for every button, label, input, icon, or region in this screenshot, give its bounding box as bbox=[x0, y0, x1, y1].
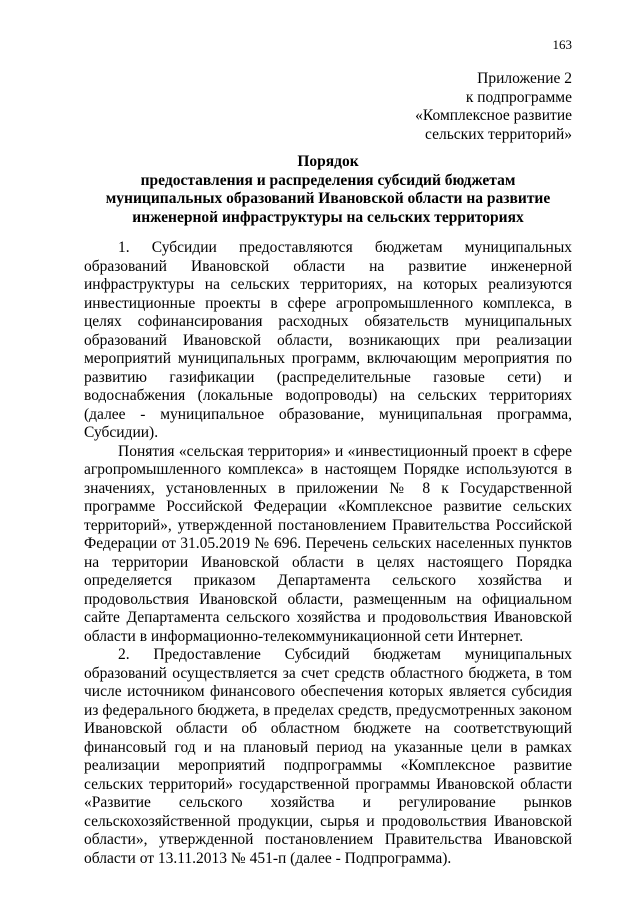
title-line: инженерной инфраструктуры на сельских территориях bbox=[132, 208, 524, 226]
document-title bbox=[84, 153, 572, 227]
appendix-line: «Комплексное развитие bbox=[415, 107, 572, 124]
paragraph-3: 2. Предоставление Субсидий бюджетам муниципальных образований осуществляется за счет средств областного бюджета, в том числе источником финансового обеспечения которых является субсидия из федерального бюджета, в пределах средств, предусмотренных законом Ивановской области об областном бюджете на соответствующий финансовый год и на плановый период на указанные цели в рамках реализации мероприятий подпрограммы «Комплексное развитие сельских территорий» государственной программы Ивановской области «Развитие сельского хозяйства и регулирование рынков сельскохозяйственной продукции, сырья и продовольствия Ивановской области», утвержденной постановлением Правительства Ивановской области от 13.11.2013 № 451-п (далее - Подпрограмма). bbox=[84, 646, 572, 867]
page-number: 163 bbox=[552, 37, 572, 52]
title-line: предоставления и распределения субсидий бюджетам bbox=[140, 171, 516, 189]
paragraph-2: Понятия «сельская территория» и «инвестиционный проект в сфере агропромышленного комплекса» в настоящем Порядке используются в значениях, установленных в приложении № 8 к Государственной программе Российской Федерации «Комплексное развитие сельских территорий», утвержденной постановлением Правительства Российской Федерации от 31.05.2019 № 696. Перечень сельских населенных пунктов на территории Ивановской области в целях настоящего Порядка определяется приказом Департамента сельского хозяйства и продовольствия Ивановской области, размещенным на официальном сайте Департамента сельского хозяйства и продовольствия Ивановской области в информационно-телекоммуникационной сети Интернет. bbox=[84, 442, 572, 645]
title-line: Порядок bbox=[297, 153, 359, 170]
appendix-line: Приложение 2 bbox=[477, 70, 572, 87]
appendix-line: сельских территорий» bbox=[425, 125, 572, 143]
title-line: муниципальных образований Ивановской области на развитие bbox=[105, 190, 551, 207]
document-body bbox=[84, 239, 572, 868]
appendix-header bbox=[415, 70, 572, 144]
appendix-line: к подпрограмме bbox=[465, 88, 572, 106]
paragraph-1: 1. Субсидии предоставляются бюджетам муниципальных образований Ивановской области на развитие инженерной инфраструктуры на сельских территориях, на которых реализуются инвестиционные проекты в сфере агропромышленного комплекса, в целях софинансирования расходных обязательств муниципальных образований Ивановской области, возникающих при реализации мероприятий муниципальных программ, включающим мероприятия по развитию газификации (распределительные газовые сети) и водоснабжения (локальные водопроводы) на сельских территориях (далее - муниципальное образование, муниципальная программа, Субсидии). bbox=[84, 239, 572, 441]
